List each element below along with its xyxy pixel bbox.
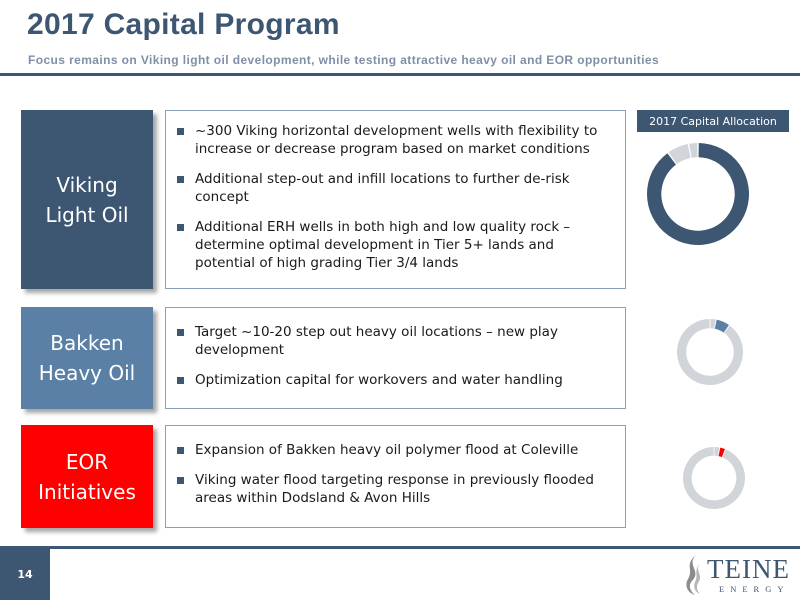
bakken-heavy-oil-label [21,307,153,409]
bullet-text: Additional ERH wells in both high and low quality rock – determine optimal development in Tier 5+ lands and potential of high grading Tier 3/4 lands [195,219,571,271]
list-item [166,170,625,206]
slide-title: 2017 Capital Program [27,8,340,41]
bullet-square-icon [177,447,184,454]
eor-description-box [165,425,626,528]
bakken-label-line-2: Heavy Oil [38,361,136,385]
list-item [166,371,625,389]
eor-initiatives-label [21,425,153,528]
viking-label-line-2: Light Oil [45,202,129,227]
bakken-label-line-1: Bakken [50,331,124,355]
bullet-text: ~300 Viking horizontal development wells with flexibility to increase or decrease program based on market conditions [195,123,598,157]
viking-label-line-1: Viking [56,172,118,197]
donut-slice [689,143,697,158]
bullet-text: Additional step-out and infill locations to further de-risk concept [195,171,570,205]
list-item [166,323,625,359]
slide-subtitle: Focus remains on Viking light oil development, while testing attractive heavy oil and EOR opportunities [28,53,660,67]
list-item [166,441,625,459]
footer-divider [0,546,800,549]
bullet-text: Target ~10-20 step out heavy oil locations – new play development [195,324,558,358]
page-number: 14 [0,549,50,600]
bakken-description-box [165,307,626,409]
bullet-square-icon [177,377,184,384]
logo-subtext: ENERGY [719,584,790,594]
teine-energy-logo [682,553,800,598]
bullet-text: Viking water flood targeting response in previously flooded areas within Dodsland & Avon Hills [195,472,594,506]
header-divider [0,73,800,76]
bullet-text: Expansion of Bakken heavy oil polymer flood at Coleville [195,442,579,458]
donut-slice [683,447,745,509]
donut-slice [710,319,715,329]
flame-icon [682,553,708,597]
bullet-square-icon [177,329,184,336]
donut-slice [714,447,719,456]
logo-wordmark: TEINE [707,554,790,584]
eor-label-line-1: EOR [65,449,109,474]
bullet-text: Optimization capital for workovers and water handling [195,372,563,388]
eor-label-line-2: Initiatives [38,479,136,504]
bullet-square-icon [177,176,184,183]
list-item [166,122,625,158]
list-item [166,471,625,507]
donut-slice [677,319,743,385]
viking-allocation-donut [646,142,750,246]
viking-description-box [165,110,626,289]
donut-slice [647,143,749,245]
bullet-square-icon [177,477,184,484]
list-item [166,218,625,272]
viking-light-oil-label [21,110,153,289]
bullet-square-icon [177,224,184,231]
eor-allocation-donut [682,446,746,510]
capital-allocation-badge: 2017 Capital Allocation [637,110,789,132]
bakken-allocation-donut [676,318,744,386]
bullet-square-icon [177,128,184,135]
